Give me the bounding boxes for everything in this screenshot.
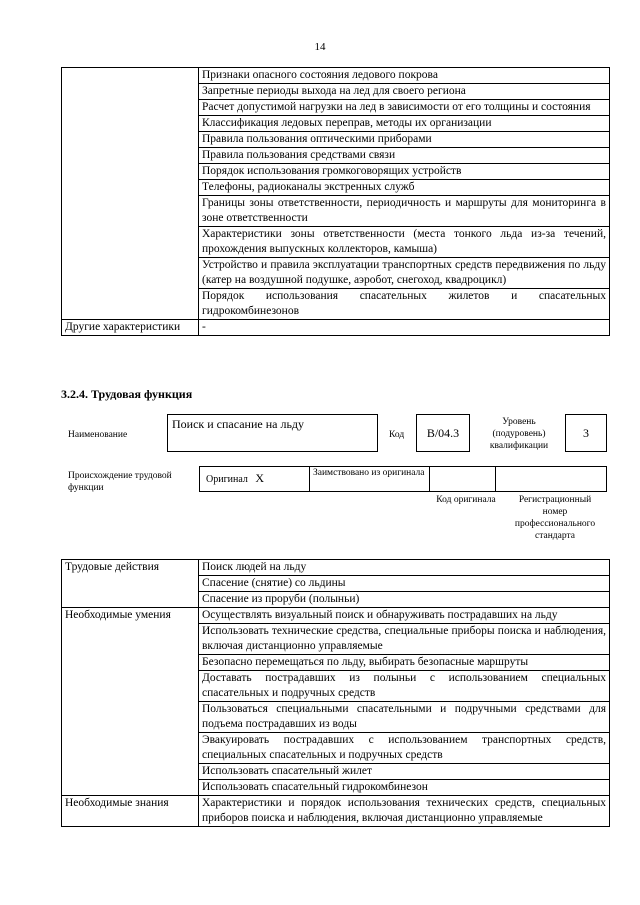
page-number: 14: [314, 41, 326, 53]
knowledge-item: Признаки опасного состояния ледового покрова: [199, 68, 610, 84]
original-label: Оригинал: [206, 474, 248, 485]
origin-reg-cell: [496, 467, 607, 492]
group-item: Использовать спасательный жилет: [199, 764, 610, 780]
name-label: Наименование: [68, 430, 128, 440]
group-item: Безопасно перемещаться по льду, выбирать безопасные маршруты: [199, 655, 610, 671]
function-name: Поиск и спасание на льду: [172, 417, 305, 431]
knowledge-item: Характеристики зоны ответственности (места тонкого льда из-за течений, прохождения выпускных коллекторов, камыша): [199, 227, 610, 258]
level-label: Уровень (подуровень) квалификации: [489, 417, 549, 451]
reg-caption: Регистрационный номер профессионального стандарта: [514, 495, 596, 541]
table-row: [62, 608, 610, 624]
knowledge-item: Правила пользования средствами связи: [199, 148, 610, 164]
origin-table: [199, 466, 607, 492]
knowledge-item: Порядок использования спасательных жилетов и спасательных гидрокомбинезонов: [199, 289, 610, 320]
knowledge-item: Расчет допустимой нагрузки на лед в зависимости от его толщины и состояния: [199, 100, 610, 116]
group-label: Необходимые умения: [62, 608, 199, 796]
level-box: [565, 414, 607, 452]
knowledge-item: Классификация ледовых переправ, методы их организации: [199, 116, 610, 132]
other-characteristics-label: Другие характеристики: [62, 320, 199, 336]
code-label: Код: [389, 430, 405, 440]
group-item: Характеристики и порядок использования технических средств, специальных приборов поиска и наблюдения, включая дистанционно управляемые: [199, 796, 610, 827]
group-label: Трудовые действия: [62, 560, 199, 608]
table-row: [62, 796, 610, 827]
knowledge-item: Запретные периоды выхода на лед для своего региона: [199, 84, 610, 100]
code-value: B/04.3: [426, 426, 460, 440]
knowledge-item: Телефоны, радиоканалы экстренных служб: [199, 180, 610, 196]
other-characteristics-value: -: [199, 320, 610, 336]
knowledge-item: Правила пользования оптическими приборами: [199, 132, 610, 148]
function-table: [61, 559, 610, 827]
group-item: Пользоваться специальными спасательными и подручными средствами для подъема пострадавших из воды: [199, 702, 610, 733]
section-title: 3.2.4. Трудовая функция: [61, 387, 193, 401]
table-row: [62, 560, 610, 576]
knowledge-item: Устройство и правила эксплуатации транспортных средств передвижения по льду (катер на воздушной подушке, аэробот, снегоход, квадроцикл): [199, 258, 610, 289]
group-item: Эвакуировать пострадавших с использованием транспортных средств, специальных спасательных и подручных средств: [199, 733, 610, 764]
row-label-empty: [62, 68, 199, 320]
code-box: [416, 414, 470, 452]
knowledge-item: Порядок использования громкоговорящих устройств: [199, 164, 610, 180]
origin-original-cell: [200, 467, 310, 492]
borrowed-label: Заимствовано из оригинала: [313, 468, 425, 478]
original-mark: Х: [255, 471, 265, 485]
origin-label: Происхождение трудовой функции: [68, 471, 172, 493]
group-item: Осуществлять визуальный поиск и обнаруживать пострадавших на льду: [199, 608, 610, 624]
group-item: Спасение из проруби (полыньи): [199, 592, 610, 608]
origin-code-cell: [430, 467, 496, 492]
function-name-box: [167, 414, 378, 452]
knowledge-item: Границы зоны ответственности, периодичность и маршруты для мониторинга в зоне ответственности: [199, 196, 610, 227]
group-item: Использовать технические средства, специальные приборы поиска и наблюдения, включая дистанционно управляемые: [199, 624, 610, 655]
code-caption: Код оригинала: [436, 495, 496, 505]
group-item: Спасение (снятие) со льдины: [199, 576, 610, 592]
group-item: Использовать спасательный гидрокомбинезон: [199, 780, 610, 796]
group-item: Поиск людей на льду: [199, 560, 610, 576]
table-row: [62, 320, 610, 336]
group-label: Необходимые знания: [62, 796, 199, 827]
level-value: 3: [583, 426, 589, 440]
group-item: Доставать пострадавших из полыньи с использованием специальных спасательных и подручных средств: [199, 671, 610, 702]
knowledge-table: [61, 67, 610, 336]
table-row: [62, 68, 610, 84]
borrowed-cell: [310, 467, 430, 492]
